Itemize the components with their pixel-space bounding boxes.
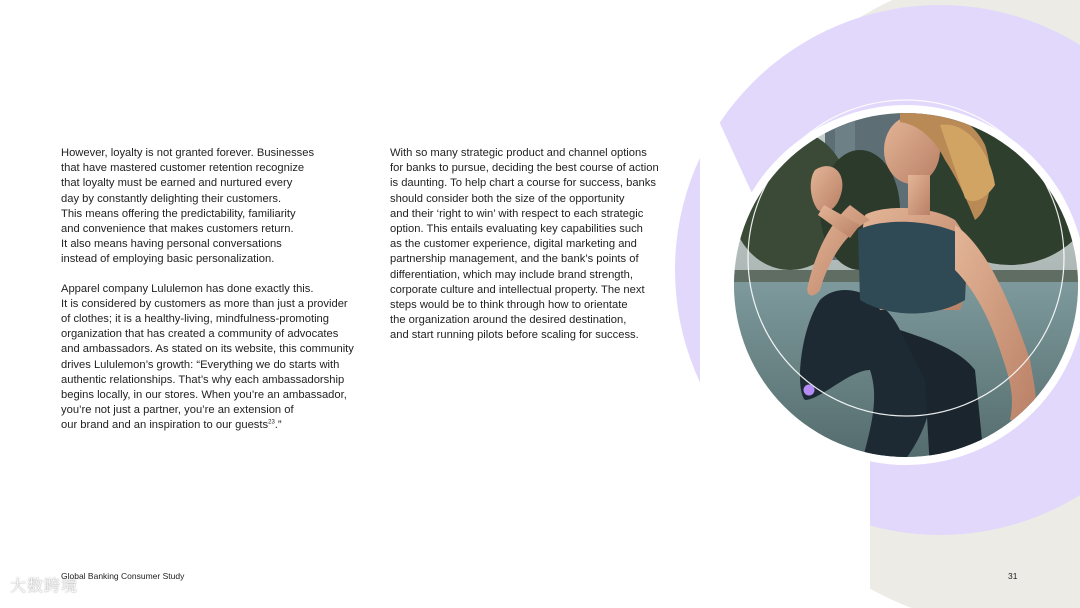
text-line: you’re not just a partner, you’re an extension of [61, 404, 294, 417]
text-line: of clothes; it is a healthy-living, mindfulness-promoting [61, 313, 330, 326]
text-line: differentiation, which may include brand strength, [390, 268, 633, 281]
right-text-column [390, 146, 690, 358]
text-line [61, 418, 366, 433]
text-line: should consider both the size of the opportunity [390, 192, 625, 205]
text-line: and start running pilots before scaling for success. [390, 329, 639, 342]
paragraph-loyalty [61, 146, 366, 268]
accent-dot [804, 385, 815, 396]
text-line: It is considered by customers as more than just a provider [61, 297, 348, 310]
text-line: drives Lululemon’s growth: “Everything we do starts with [61, 358, 340, 371]
text-line: corporate culture and intellectual property. The next [390, 283, 645, 296]
text-line: authentic relationships. That’s why each ambassadorship [61, 373, 345, 386]
page-number: 31 [1008, 571, 1018, 581]
paragraph-strategy [390, 146, 690, 344]
text-line: With so many strategic product and channel options [390, 147, 647, 159]
text-fragment: our brand and an inspiration to our guests [61, 419, 269, 432]
text-line: option. This entails evaluating key capabilities such [390, 223, 643, 236]
text-line: steps would be to think through how to orientate [390, 299, 628, 312]
closing-quote: .” [274, 419, 282, 432]
watermark-logo: 大数跨境 [10, 578, 79, 595]
text-line: the organization around the desired destination, [390, 314, 627, 327]
text-line: It also means having personal conversations [61, 238, 282, 251]
text-line: and convenience that makes customers return. [61, 223, 294, 236]
text-line: begins locally, in our stores. When you’re an ambassador, [61, 389, 347, 402]
text-line: and their ‘right to win’ with respect to each strategic [390, 207, 644, 220]
text-line: Apparel company Lululemon has done exactly this. [61, 282, 314, 295]
text-line: instead of employing basic personalization. [61, 253, 275, 266]
text-line: However, loyalty is not granted forever. Businesses [61, 147, 315, 159]
text-line: organization that has created a community of advocates [61, 328, 339, 341]
text-line: that loyalty must be earned and nurtured every [61, 177, 293, 190]
text-line: and ambassadors. As stated on its website, this community [61, 343, 354, 356]
footer-title: Global Banking Consumer Study [61, 571, 185, 581]
text-line: that have mastered customer retention recognize [61, 162, 305, 175]
text-line: is daunting. To help chart a course for success, banks [390, 177, 656, 190]
left-text-column [61, 146, 366, 448]
text-line: as the customer experience, digital marketing and [390, 238, 637, 251]
text-line: day by constantly delighting their customers. [61, 192, 282, 205]
text-line: for banks to pursue, deciding the best course of action [390, 162, 659, 175]
paragraph-lululemon [61, 282, 366, 434]
text-line: partnership management, and the bank’s points of [390, 253, 639, 266]
text-line: This means offering the predictability, familiarity [61, 207, 296, 220]
footnote-ref: 23 [268, 419, 275, 426]
